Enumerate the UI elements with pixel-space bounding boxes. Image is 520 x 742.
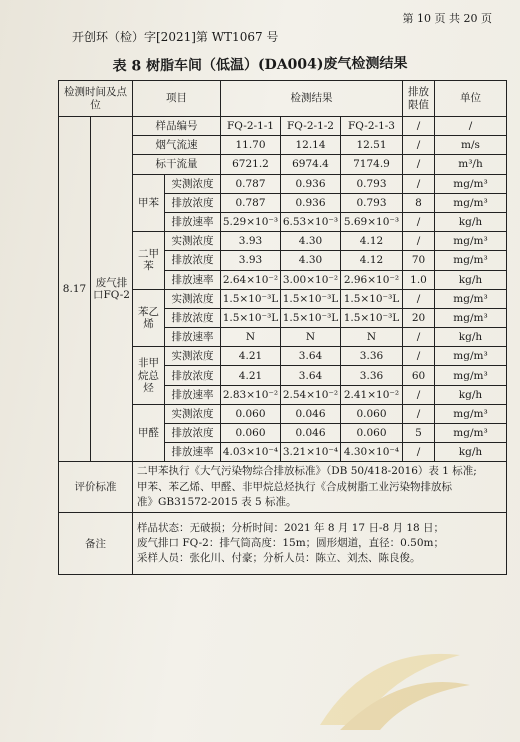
result-value-3: 7174.9: [341, 155, 403, 174]
report-reference: 开创环（检）字[2021]第 WT1067 号: [72, 30, 279, 44]
limit-value: /: [403, 347, 435, 366]
limit-value: /: [403, 289, 435, 308]
unit-value: mg/m³: [435, 174, 507, 193]
result-value-3: 4.12: [341, 232, 403, 251]
unit-value: kg/h: [435, 328, 507, 347]
unit-value: mg/m³: [435, 251, 507, 270]
result-value-1: 6721.2: [221, 155, 281, 174]
item-label: 标干流量: [133, 155, 221, 174]
result-value-3: 1.5×10⁻³L: [341, 289, 403, 308]
item-label: 样品编号: [133, 117, 221, 136]
result-value-3: FQ-2-1-3: [341, 117, 403, 136]
result-value-1: 0.060: [221, 404, 281, 423]
result-value-1: 1.5×10⁻³L: [221, 308, 281, 327]
remarks-row: [59, 513, 507, 575]
result-value-3: 0.060: [341, 424, 403, 443]
header-item: 项目: [133, 81, 221, 117]
results-table: [58, 80, 507, 575]
unit-value: mg/m³: [435, 308, 507, 327]
result-value-3: 0.793: [341, 193, 403, 212]
result-value-2: FQ-2-1-2: [281, 117, 341, 136]
result-value-1: 2.83×10⁻²: [221, 385, 281, 404]
limit-value: 1.0: [403, 270, 435, 289]
limit-value: /: [403, 232, 435, 251]
unit-value: m/s: [435, 136, 507, 155]
remarks-line: 废气排口 FQ-2：排气筒高度：15m；圆形烟道，直径：0.50m；: [137, 536, 444, 549]
unit-value: kg/h: [435, 270, 507, 289]
result-value-2: 0.046: [281, 404, 341, 423]
evaluation-line: 准》GB31572-2015 表 5 标准。: [137, 495, 297, 508]
result-value-1: 4.03×10⁻⁴: [221, 443, 281, 462]
pollutant-group: 苯乙烯: [133, 289, 165, 347]
limit-value: /: [403, 212, 435, 231]
result-value-3: 3.36: [341, 366, 403, 385]
result-value-3: N: [341, 328, 403, 347]
pollutant-group: 非甲烷总烃: [133, 347, 165, 405]
result-value-2: 12.14: [281, 136, 341, 155]
result-value-2: 3.64: [281, 366, 341, 385]
result-value-1: 3.93: [221, 232, 281, 251]
evaluation-text: [133, 462, 507, 513]
item-label: 排放浓度: [165, 366, 221, 385]
evaluation-row: [59, 462, 507, 513]
result-value-1: N: [221, 328, 281, 347]
remarks-label: 备注: [59, 513, 133, 575]
result-value-2: 4.30: [281, 232, 341, 251]
result-value-1: FQ-2-1-1: [221, 117, 281, 136]
result-value-2: 1.5×10⁻³L: [281, 308, 341, 327]
result-value-2: 3.00×10⁻²: [281, 270, 341, 289]
unit-value: mg/m³: [435, 424, 507, 443]
result-value-2: N: [281, 328, 341, 347]
remarks-text: [133, 513, 507, 575]
item-label: 排放速率: [165, 270, 221, 289]
item-label: 实测浓度: [165, 232, 221, 251]
limit-value: /: [403, 328, 435, 347]
result-value-3: 2.96×10⁻²: [341, 270, 403, 289]
result-value-2: 3.64: [281, 347, 341, 366]
item-label: 烟气流速: [133, 136, 221, 155]
unit-value: kg/h: [435, 212, 507, 231]
limit-value: /: [403, 443, 435, 462]
evaluation-line: 甲苯、苯乙烯、甲醛、非甲烷总烃执行《合成树脂工业污染物排放标: [137, 480, 452, 493]
unit-value: mg/m³: [435, 193, 507, 212]
result-value-2: 0.936: [281, 193, 341, 212]
item-label: 实测浓度: [165, 347, 221, 366]
header-results: 检测结果: [221, 81, 403, 117]
result-value-2: 4.30: [281, 251, 341, 270]
item-label: 排放浓度: [165, 308, 221, 327]
test-location: 废气排口FQ-2: [91, 117, 133, 462]
item-label: 实测浓度: [165, 289, 221, 308]
table-header-row: [59, 81, 507, 117]
result-value-1: 2.64×10⁻²: [221, 270, 281, 289]
table-row: [59, 117, 507, 136]
result-value-3: 0.793: [341, 174, 403, 193]
remarks-line: 样品状态：无破损；分析时间：2021 年 8 月 17 日-8 月 18 日；: [137, 521, 445, 534]
unit-value: m³/h: [435, 155, 507, 174]
result-value-2: 6.53×10⁻³: [281, 212, 341, 231]
item-label: 实测浓度: [165, 174, 221, 193]
remarks-line: 采样人员：张化川、付豪；分析人员：陈立、刘杰、陈良俊。: [137, 552, 421, 565]
limit-value: /: [403, 404, 435, 423]
result-value-1: 4.21: [221, 366, 281, 385]
result-value-3: 5.69×10⁻³: [341, 212, 403, 231]
test-date: 8.17: [59, 117, 91, 462]
evaluation-line: 二甲苯执行《大气污染物综合排放标准》（DB 50/418-2016）表 1 标准;: [137, 465, 477, 478]
limit-value: 60: [403, 366, 435, 385]
result-value-1: 0.060: [221, 424, 281, 443]
header-unit: 单位: [435, 81, 507, 117]
pollutant-group: 二甲苯: [133, 232, 165, 290]
item-label: 排放浓度: [165, 251, 221, 270]
result-value-3: 3.36: [341, 347, 403, 366]
result-value-2: 2.54×10⁻²: [281, 385, 341, 404]
limit-value: /: [403, 136, 435, 155]
result-value-3: 12.51: [341, 136, 403, 155]
result-value-1: 3.93: [221, 251, 281, 270]
item-label: 排放速率: [165, 443, 221, 462]
page-number: 第 10 页 共 20 页: [402, 12, 492, 25]
limit-value: /: [403, 174, 435, 193]
item-label: 排放速率: [165, 385, 221, 404]
result-value-1: 5.29×10⁻³: [221, 212, 281, 231]
unit-value: mg/m³: [435, 404, 507, 423]
result-value-3: 4.12: [341, 251, 403, 270]
result-value-3: 1.5×10⁻³L: [341, 308, 403, 327]
result-value-1: 11.70: [221, 136, 281, 155]
result-value-1: 4.21: [221, 347, 281, 366]
result-value-3: 4.30×10⁻⁴: [341, 443, 403, 462]
unit-value: mg/m³: [435, 366, 507, 385]
limit-value: 5: [403, 424, 435, 443]
result-value-1: 0.787: [221, 174, 281, 193]
item-label: 排放速率: [165, 328, 221, 347]
limit-value: 8: [403, 193, 435, 212]
header-time-point: 检测时间及点位: [59, 81, 133, 117]
limit-value: /: [403, 385, 435, 404]
unit-value: mg/m³: [435, 347, 507, 366]
item-label: 排放浓度: [165, 193, 221, 212]
table-title: 表 8 树脂车间（低温）(DA004)废气检测结果: [112, 55, 408, 75]
unit-value: mg/m³: [435, 289, 507, 308]
pollutant-group: 甲醛: [133, 404, 165, 462]
result-value-2: 6974.4: [281, 155, 341, 174]
evaluation-label: 评价标准: [59, 462, 133, 513]
unit-value: /: [435, 117, 507, 136]
item-label: 排放速率: [165, 212, 221, 231]
result-value-2: 0.046: [281, 424, 341, 443]
limit-value: 70: [403, 251, 435, 270]
watermark-logo: [300, 625, 480, 735]
limit-value: /: [403, 155, 435, 174]
result-value-2: 3.21×10⁻⁴: [281, 443, 341, 462]
pollutant-group: 甲苯: [133, 174, 165, 232]
item-label: 排放浓度: [165, 424, 221, 443]
unit-value: kg/h: [435, 443, 507, 462]
item-label: 实测浓度: [165, 404, 221, 423]
result-value-1: 0.787: [221, 193, 281, 212]
result-value-3: 2.41×10⁻²: [341, 385, 403, 404]
limit-value: 20: [403, 308, 435, 327]
unit-value: mg/m³: [435, 232, 507, 251]
unit-value: kg/h: [435, 385, 507, 404]
result-value-1: 1.5×10⁻³L: [221, 289, 281, 308]
header-limit: 排放限值: [403, 81, 435, 117]
result-value-2: 0.936: [281, 174, 341, 193]
result-value-3: 0.060: [341, 404, 403, 423]
limit-value: /: [403, 117, 435, 136]
result-value-2: 1.5×10⁻³L: [281, 289, 341, 308]
